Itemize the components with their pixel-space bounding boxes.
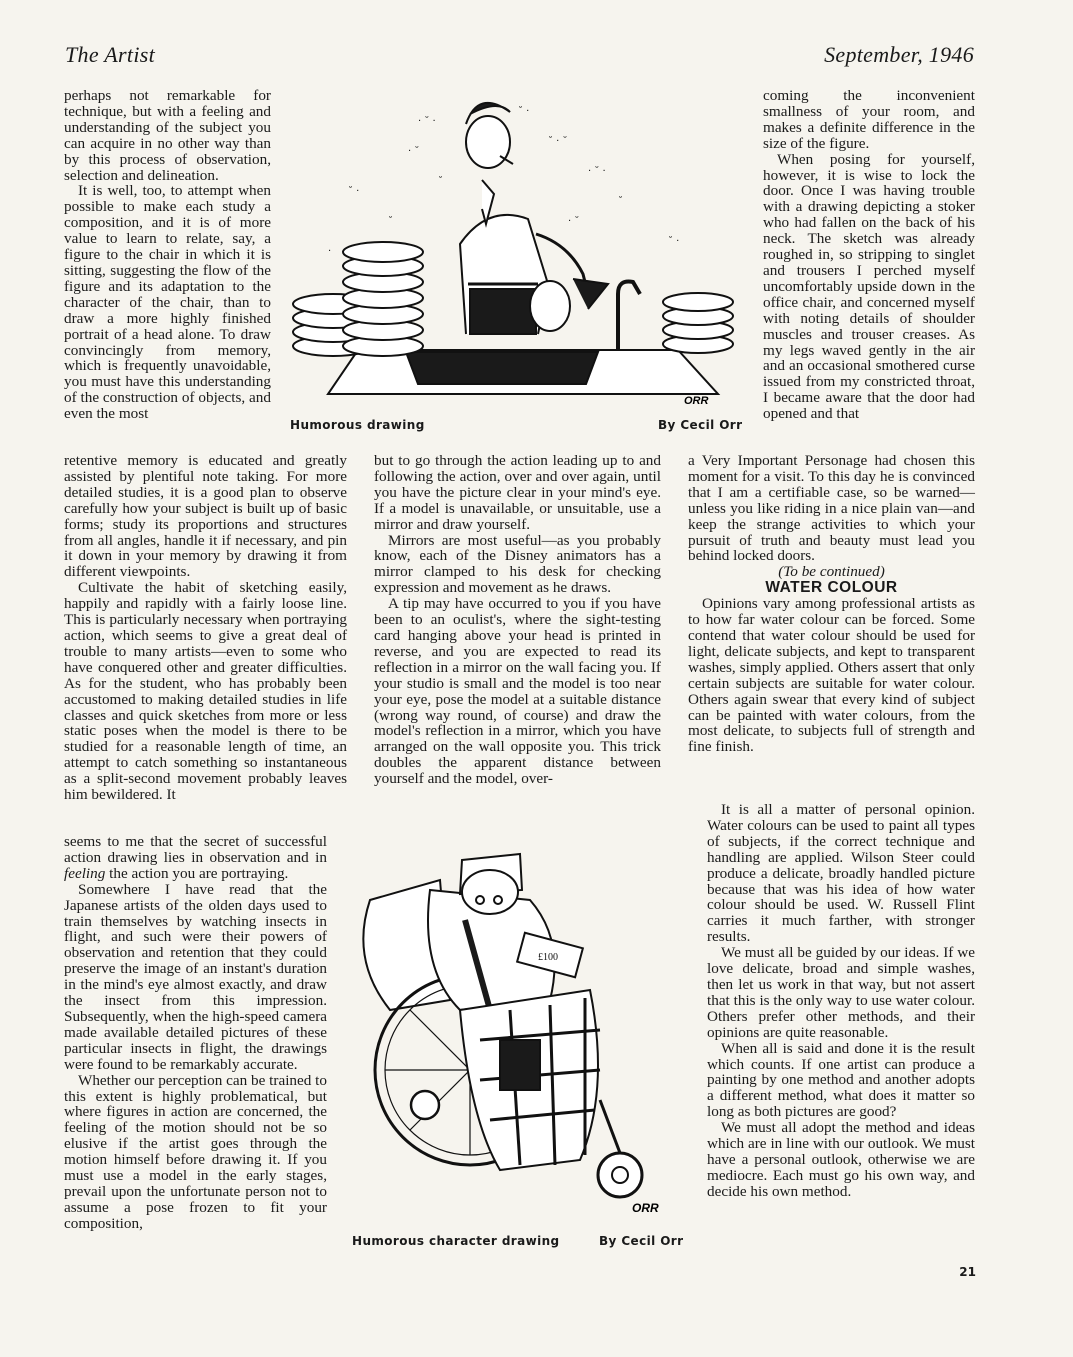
column-1-lower	[64, 834, 327, 1232]
svg-text:· ˘ ·: · ˘ ·	[418, 116, 436, 127]
paragraph: perhaps not remarkable for technique, but with a feeling and understanding of the subject you can acquire in no other way than by this process of observation, selection and delineation.	[64, 87, 271, 184]
column-3-top	[763, 88, 975, 422]
figure-2-credit: By Cecil Orr	[599, 1234, 684, 1248]
paragraph: a Very Important Personage had chosen this moment for a visit. To this day he is convinced that I am a certifiable case, so be warned—unless you like riding in a nice plain van—and keep the strange activities to which your pursuit of truth and beauty must lead you behind locked doors.	[688, 452, 975, 565]
svg-text:˘ ·: ˘ ·	[348, 186, 360, 197]
humorous-drawing-illustration	[288, 84, 753, 414]
paragraph: Opinions vary among professional artists as to how far water colour can be forced. Some contend that water colour should be used for light, delicate subjects, and kept to transparent washes, simply applied. Others assert that only certain subjects are suitable for water colour. Others again swear that every kind of subject can be painted with water colours, from the most delicate, to subjects full of strength and fine finish.	[688, 595, 975, 756]
column-2	[374, 453, 661, 787]
column-1-middle	[64, 453, 347, 803]
issue-date: September, 1946	[824, 42, 974, 67]
paragraph: It is all a matter of personal opinion. Water colours can be used to paint all types of subjects, if the correct technique and handling are applied. Wilson Steer could produce a delicate, broadly handled picture because that was his idea of how water colour should be used. W. Russell Flint carries it much farther, with stronger results.	[707, 801, 975, 946]
artist-signature: ORR	[684, 395, 709, 407]
paragraph: We must all adopt the method and ideas which are in line with our outlook. We must have a personal outlook, otherwise we are mediocre. Each must go his own way, and decide his own method.	[707, 1119, 975, 1200]
paragraph: coming the inconvenient smallness of your room, and makes a definite difference in the size of the figure.	[763, 87, 975, 152]
cheque-amount: £100	[538, 952, 558, 963]
svg-text:·: ·	[328, 246, 332, 257]
paragraph: Somewhere I have read that the Japanese artists of the olden days used to train themselves by watching insects in flight, and such were their powers of observation and retention that they could preserve the image of an instant's duration in the mind's eye almost exactly, and draw the insect from this impression. Subsequently, when the high-speed camera made available detailed pictures of these particular insects in flight, the drawings were found to be remarkably accurate.	[64, 880, 327, 1073]
publication-title: The Artist	[65, 42, 156, 67]
to-be-continued: (To be continued)	[778, 563, 885, 581]
paragraph: When posing for yourself, however, it is wise to lock the door. Once I was having trouble with a drawing depicting a stoker who had fallen on the back of his neck. The sketch was already roughed in, so stripping to singlet and trousers I perched myself uncomfortably upside down in the office chair, and concerned myself with noting details of shoulder muscles and trouser creases. As my legs waved gently in the air and an occasional smothered curse issued from my constricted throat, I became aware that the door had opened and that	[763, 150, 975, 423]
figure-2-caption: Humorous character drawing	[352, 1234, 560, 1248]
paragraph: Mirrors are most useful—as you probably know, each of the Disney animators has a mirror clamped to his desk for checking expression and movement as he draws.	[374, 531, 661, 597]
paragraph: A tip may have occurred to you if you have been to an oculist's, where the sight-testing card hanging above your head is printed in reverse, and you are expected to read its reflection in a mirror on the wall facing you. If your studio is small and the model is too near your eye, pose the model at a suitable distance (wrong way round, of course) and draw the model's reflection in a mirror, which you have arranged on the wall opposite you. This trick doubles the apparent distance between yourself and the model, over-	[374, 595, 661, 788]
page-number: 21	[959, 1265, 976, 1279]
column-1-top	[64, 88, 271, 422]
paragraph: but to go through the action leading up to and following the action, over and over again, until you have the picture clear in your mind's eye. If a model is unavailable, or unsuitable, use a mirror and draw yourself.	[374, 452, 661, 533]
svg-text:· ˘: · ˘	[568, 216, 580, 227]
paragraph: seems to me that the secret of successful action drawing lies in observation and in feeling the action you are portraying.	[64, 833, 327, 882]
column-3-lower	[707, 802, 975, 1200]
svg-text:˘: ˘	[388, 216, 393, 227]
svg-text:· ˘: · ˘	[408, 146, 420, 157]
paragraph: Whether our perception can be trained to this extent is highly problematical, but where figures in action are concerned, the feeling of the motion should not be so elusive if the artist goes through the motion himself before drawing it. If you must use a model in the early stages, prevail upon the unfortunate person not to assume a pose frozen to fit your composition,	[64, 1071, 327, 1232]
svg-text:˘: ˘	[438, 176, 443, 187]
artist-signature: ORR	[632, 1201, 659, 1215]
svg-text:˘ ·: ˘ ·	[518, 106, 530, 117]
figure-1-credit: By Cecil Orr	[658, 418, 743, 432]
section-heading: WATER COLOUR	[765, 579, 898, 597]
humorous-character-drawing-illustration	[350, 840, 695, 1220]
paragraph: We must all be guided by our ideas. If we love delicate, broad and simple washes, then let us work in that way, but not assert that this is the only way to use water colour. Others prefer other methods, and their opinions are quite reasonable.	[707, 944, 975, 1041]
paragraph: It is well, too, to attempt when possible to make each study a composition, and it is of more value to learn to relate, say, a figure to the chair in which it is sitting, suggesting the flow of the figure and its adaptation to the character of the chair, than to draw a more highly finished portrait of a head alone. To draw convincingly from memory, which is frequently unavoidable, you must have this understanding of the construction of objects, and even the most	[64, 182, 271, 423]
svg-text:˘: ˘	[618, 196, 623, 207]
svg-text:· ˘ ·: · ˘ ·	[588, 166, 606, 177]
paragraph: When all is said and done it is the result which counts. If one artist can produce a painting by one method and another adopts a different method, what does it matter so long as both pictures are good?	[707, 1039, 975, 1121]
figure-1-caption: Humorous drawing	[290, 418, 425, 432]
svg-text:˘ ·: ˘ ·	[668, 236, 680, 247]
svg-text:˘ · ˘: ˘ · ˘	[548, 136, 568, 147]
paragraph: Cultivate the habit of sketching easily, happily and rapidly with a fairly loose line. This is particularly necessary when portraying action, which seems to give a great deal of trouble to many artists—even to some who have conquered other and greater difficulties. As for the student, who has probably been accustomed to making detailed studies in life classes and quick sketches from more or less static poses when the model is there to be studied for a reasonable length of time, an attempt to catch something so instantaneous as a split-second movement probably leaves him bewildered. It	[64, 579, 347, 804]
column-3-middle	[688, 453, 975, 755]
paragraph: retentive memory is educated and greatly assisted by plentiful note taking. For more detailed studies, it is a good plan to observe carefully how your subject is built up of basic forms; study its proportions and structures from all angles, handle it if necessary, and pin it down in your memory by drawing it from different viewpoints.	[64, 452, 347, 581]
